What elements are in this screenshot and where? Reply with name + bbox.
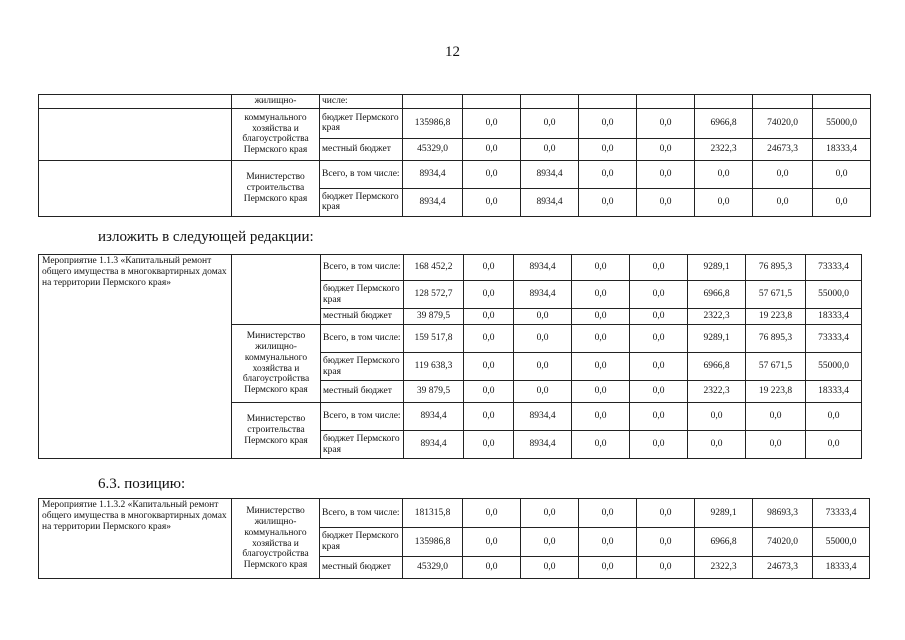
value-cell: 9289,1 bbox=[688, 255, 746, 281]
line-label: Всего, в том числе: bbox=[320, 160, 403, 188]
org-cell: Министерство строительства Пермского края bbox=[232, 160, 320, 216]
value-cell: 0,0 bbox=[463, 160, 521, 188]
value-cell: 8934,4 bbox=[403, 188, 463, 216]
org-cell: Министерство жилищно-коммунального хозяйства и благоустройства Пермского края bbox=[232, 499, 320, 579]
value-cell: 6966,8 bbox=[695, 528, 753, 557]
table-continuation bbox=[38, 94, 871, 217]
value-cell: 73333,4 bbox=[813, 499, 870, 528]
value-cell: 0,0 bbox=[464, 353, 514, 381]
org-cell: жилищно- bbox=[232, 95, 320, 109]
value-cell: 0,0 bbox=[579, 160, 637, 188]
value-cell: 0,0 bbox=[572, 309, 630, 325]
line-label: бюджет Пермского края bbox=[320, 188, 403, 216]
value-cell: 0,0 bbox=[688, 403, 746, 431]
value-cell: 0,0 bbox=[521, 557, 579, 579]
value-cell: 45329,0 bbox=[403, 138, 463, 160]
value-cell: 0,0 bbox=[630, 431, 688, 459]
value-cell: 0,0 bbox=[630, 309, 688, 325]
value-cell: 39 879,5 bbox=[404, 309, 464, 325]
line-label: местный бюджет bbox=[321, 309, 404, 325]
value-cell: 73333,4 bbox=[806, 255, 862, 281]
org-cell: Министерство жилищно-коммунального хозяйства и благоустройства Пермского края bbox=[232, 325, 321, 403]
value-cell: 0,0 bbox=[463, 138, 521, 160]
value-cell: 6966,8 bbox=[688, 353, 746, 381]
value-cell: 24673,3 bbox=[753, 557, 813, 579]
value-cell: 8934,4 bbox=[514, 431, 572, 459]
measure-cell: Мероприятие 1.1.3.2 «Капитальный ремонт общего имущества в многоквартирных домах на территории Пермского края» bbox=[39, 499, 232, 579]
org-cell: коммунального хозяйства и благоустройства Пермского края bbox=[232, 108, 320, 160]
value-cell: 8934,4 bbox=[521, 188, 579, 216]
value-cell: 0,0 bbox=[753, 160, 813, 188]
value-cell: 0,0 bbox=[514, 381, 572, 403]
value-cell: 73333,4 bbox=[806, 325, 862, 353]
line-label: Всего, в том числе: bbox=[320, 499, 403, 528]
value-cell: 0,0 bbox=[572, 255, 630, 281]
value-cell: 8934,4 bbox=[514, 281, 572, 309]
section-heading: 6.3. позицию: bbox=[98, 476, 186, 492]
value-cell: 119 638,3 bbox=[404, 353, 464, 381]
value-cell: 0,0 bbox=[521, 138, 579, 160]
value-cell: 55000,0 bbox=[813, 108, 871, 138]
value-cell: 9289,1 bbox=[688, 325, 746, 353]
value-cell: 0,0 bbox=[579, 528, 637, 557]
value-cell: 128 572,7 bbox=[404, 281, 464, 309]
value-cell: 55000,0 bbox=[806, 353, 862, 381]
value-cell: 135986,8 bbox=[403, 528, 463, 557]
value-cell: 2322,3 bbox=[695, 138, 753, 160]
value-cell: 0,0 bbox=[637, 108, 695, 138]
value-cell: 0,0 bbox=[579, 499, 637, 528]
value-cell: 8934,4 bbox=[404, 431, 464, 459]
value-cell: 0,0 bbox=[695, 188, 753, 216]
line-label: местный бюджет bbox=[320, 557, 403, 579]
value-cell: 0,0 bbox=[514, 353, 572, 381]
value-cell: 0,0 bbox=[463, 528, 521, 557]
value-cell: 0,0 bbox=[630, 381, 688, 403]
value-cell: 55000,0 bbox=[813, 528, 870, 557]
value-cell: 0,0 bbox=[630, 255, 688, 281]
table-row bbox=[39, 108, 871, 138]
value-cell: 0,0 bbox=[521, 528, 579, 557]
value-cell: 0,0 bbox=[637, 138, 695, 160]
page-number: 12 bbox=[445, 44, 460, 60]
value-cell: 57 671,5 bbox=[746, 353, 806, 381]
value-cell: 8934,4 bbox=[521, 160, 579, 188]
value-cell: 0,0 bbox=[630, 353, 688, 381]
value-cell: 0,0 bbox=[746, 431, 806, 459]
value-cell: 0,0 bbox=[464, 381, 514, 403]
table-row bbox=[39, 95, 871, 109]
value-cell: 76 895,3 bbox=[746, 325, 806, 353]
value-cell: 0,0 bbox=[464, 255, 514, 281]
value-cell: 0,0 bbox=[463, 499, 521, 528]
value-cell: 0,0 bbox=[463, 188, 521, 216]
line-label: местный бюджет bbox=[320, 138, 403, 160]
table-row bbox=[39, 160, 871, 188]
line-label: бюджет Пермского края bbox=[321, 281, 404, 309]
value-cell: 18333,4 bbox=[806, 381, 862, 403]
value-cell: 18333,4 bbox=[813, 138, 871, 160]
line-label: Всего, в том числе: bbox=[321, 255, 404, 281]
value-cell: 0,0 bbox=[637, 499, 695, 528]
value-cell: 8934,4 bbox=[403, 160, 463, 188]
value-cell: 0,0 bbox=[463, 557, 521, 579]
value-cell: 0,0 bbox=[630, 325, 688, 353]
value-cell: 2322,3 bbox=[688, 309, 746, 325]
line-label: Всего, в том числе: bbox=[321, 325, 404, 353]
value-cell: 6966,8 bbox=[688, 281, 746, 309]
value-cell: 0,0 bbox=[579, 108, 637, 138]
value-cell: 135986,8 bbox=[403, 108, 463, 138]
value-cell: 0,0 bbox=[579, 557, 637, 579]
value-cell: 0,0 bbox=[464, 403, 514, 431]
value-cell: 0,0 bbox=[521, 108, 579, 138]
line-label: бюджет Пермского края bbox=[320, 528, 403, 557]
value-cell: 0,0 bbox=[688, 431, 746, 459]
value-cell: 168 452,2 bbox=[404, 255, 464, 281]
value-cell: 0,0 bbox=[630, 403, 688, 431]
line-label: местный бюджет bbox=[321, 381, 404, 403]
value-cell: 18333,4 bbox=[813, 557, 870, 579]
value-cell: 76 895,3 bbox=[746, 255, 806, 281]
value-cell: 19 223,8 bbox=[746, 381, 806, 403]
value-cell: 24673,3 bbox=[753, 138, 813, 160]
section-heading: изложить в следующей редакции: bbox=[98, 229, 314, 245]
value-cell: 39 879,5 bbox=[404, 381, 464, 403]
value-cell: 0,0 bbox=[464, 325, 514, 353]
value-cell: 0,0 bbox=[806, 431, 862, 459]
value-cell: 0,0 bbox=[572, 403, 630, 431]
value-cell: 57 671,5 bbox=[746, 281, 806, 309]
value-cell: 0,0 bbox=[637, 188, 695, 216]
value-cell: 0,0 bbox=[630, 281, 688, 309]
table-new-edition bbox=[38, 254, 862, 459]
measure-cell: Мероприятие 1.1.3 «Капитальный ремонт общего имущества в многоквартирных домах на территории Пермского края» bbox=[39, 255, 232, 459]
line-label: бюджет Пермского края bbox=[320, 108, 403, 138]
value-cell: 0,0 bbox=[695, 160, 753, 188]
value-cell: 45329,0 bbox=[403, 557, 463, 579]
value-cell: 74020,0 bbox=[753, 108, 813, 138]
value-cell: 8934,4 bbox=[404, 403, 464, 431]
value-cell: 0,0 bbox=[572, 353, 630, 381]
value-cell: 0,0 bbox=[572, 431, 630, 459]
value-cell: 0,0 bbox=[813, 188, 871, 216]
table-position bbox=[38, 498, 870, 579]
value-cell: 9289,1 bbox=[695, 499, 753, 528]
value-cell: 0,0 bbox=[637, 160, 695, 188]
line-label: бюджет Пермского края bbox=[321, 431, 404, 459]
value-cell: 0,0 bbox=[572, 281, 630, 309]
value-cell: 55000,0 bbox=[806, 281, 862, 309]
value-cell: 0,0 bbox=[746, 403, 806, 431]
line-label: числе: bbox=[320, 95, 403, 109]
value-cell: 0,0 bbox=[572, 381, 630, 403]
value-cell: 159 517,8 bbox=[404, 325, 464, 353]
line-label: бюджет Пермского края bbox=[321, 353, 404, 381]
value-cell: 0,0 bbox=[753, 188, 813, 216]
table-row bbox=[39, 499, 870, 528]
value-cell: 0,0 bbox=[579, 138, 637, 160]
value-cell: 0,0 bbox=[521, 499, 579, 528]
value-cell: 8934,4 bbox=[514, 403, 572, 431]
value-cell: 0,0 bbox=[514, 325, 572, 353]
value-cell: 0,0 bbox=[637, 528, 695, 557]
value-cell: 0,0 bbox=[579, 188, 637, 216]
value-cell: 181315,8 bbox=[403, 499, 463, 528]
org-cell: Министерство строительства Пермского края bbox=[232, 403, 321, 459]
value-cell: 8934,4 bbox=[514, 255, 572, 281]
value-cell: 2322,3 bbox=[695, 557, 753, 579]
value-cell: 19 223,8 bbox=[746, 309, 806, 325]
value-cell: 0,0 bbox=[464, 431, 514, 459]
table-row bbox=[39, 255, 862, 281]
value-cell: 0,0 bbox=[464, 309, 514, 325]
value-cell: 98693,3 bbox=[753, 499, 813, 528]
value-cell: 0,0 bbox=[464, 281, 514, 309]
line-label: Всего, в том числе: bbox=[321, 403, 404, 431]
value-cell: 18333,4 bbox=[806, 309, 862, 325]
value-cell: 2322,3 bbox=[688, 381, 746, 403]
value-cell: 0,0 bbox=[637, 557, 695, 579]
value-cell: 0,0 bbox=[813, 160, 871, 188]
value-cell: 0,0 bbox=[572, 325, 630, 353]
value-cell: 74020,0 bbox=[753, 528, 813, 557]
value-cell: 6966,8 bbox=[695, 108, 753, 138]
value-cell: 0,0 bbox=[806, 403, 862, 431]
value-cell: 0,0 bbox=[514, 309, 572, 325]
value-cell: 0,0 bbox=[463, 108, 521, 138]
